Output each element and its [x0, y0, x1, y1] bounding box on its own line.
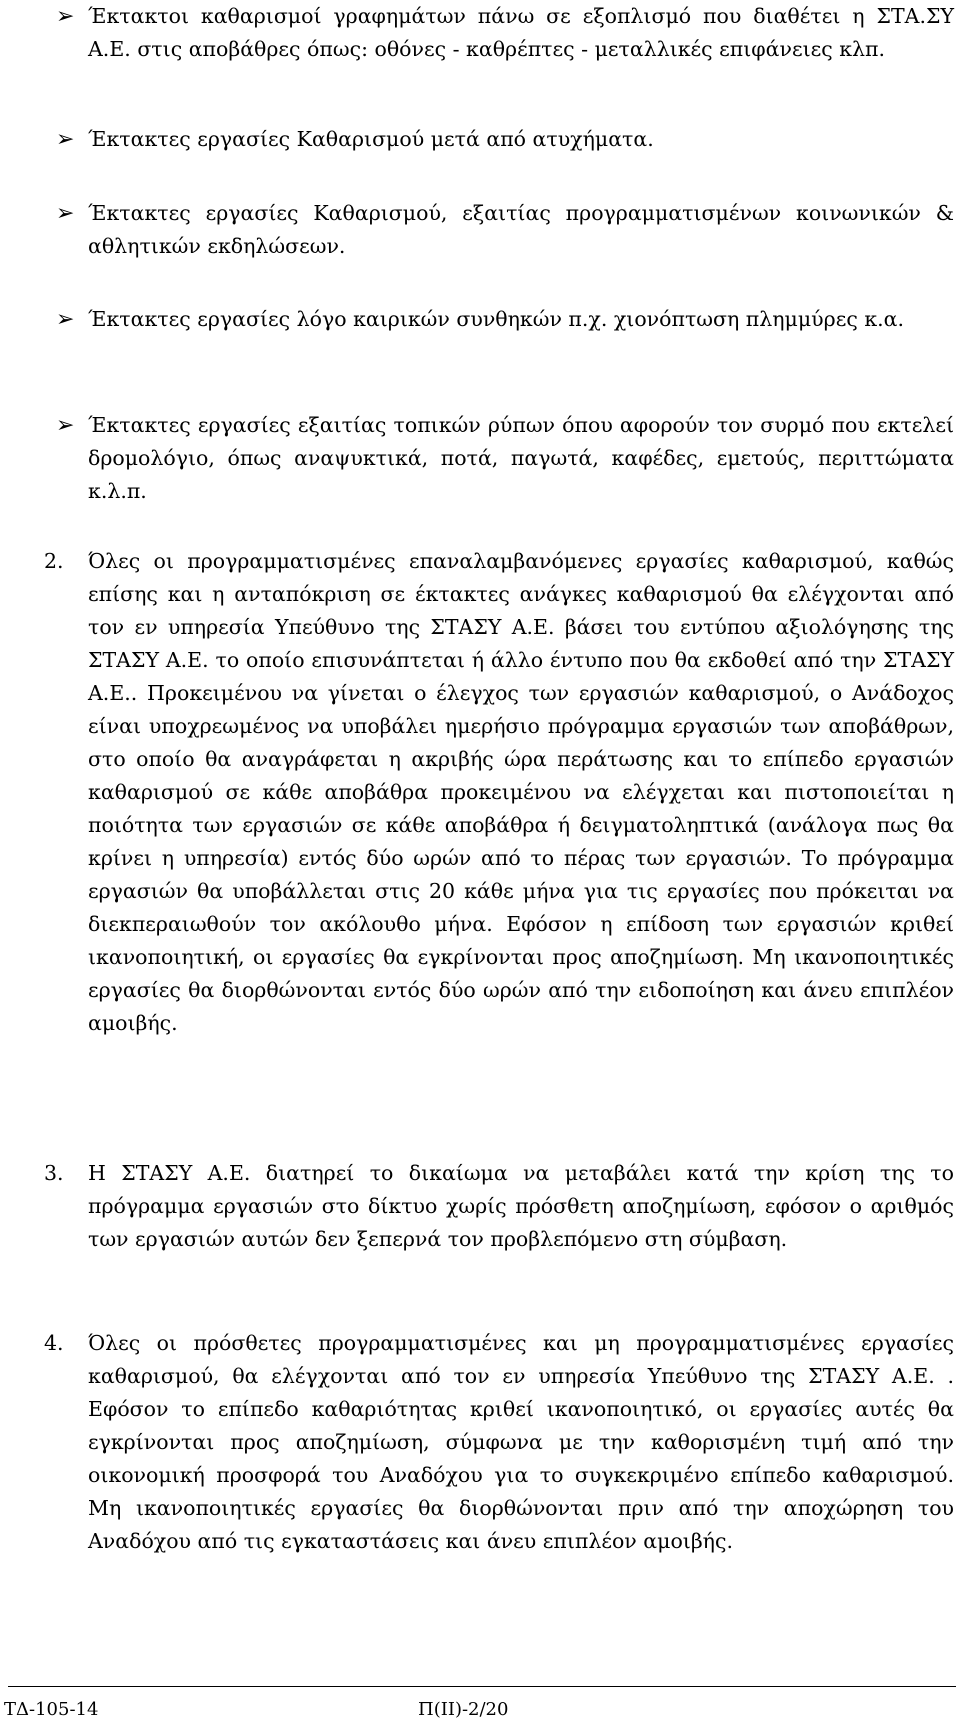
- footer-divider: [8, 1686, 956, 1687]
- bullet-text: Έκτακτες εργασίες Καθαρισμού μετά από ατυχήματα.: [88, 127, 654, 151]
- bullet-text: Έκτακτες εργασίες εξαιτίας τοπικών ρύπων όπου αφορούν τον συρμό που εκτελεί δρομολόγιο, όπως αναψυκτικά, ποτά, παγωτά, καφέδες, εμετούς, περιττώματα κ.λ.π.: [88, 413, 954, 503]
- arrow-bullet-icon: ➢: [56, 4, 75, 29]
- item-text: Όλες οι πρόσθετες προγραμματισμένες και μη προγραμματισμένες εργασίες καθαρισμού, θα ελέγχονται από τον εν υπηρεσία Υπεύθυνο της ΣΤΑΣΥ Α.Ε. . Εφόσον το επίπεδο καθαριότητας κριθεί ικανοποιητικό, οι εργασίες αυτές θα εγκρίνονται προς αποζημίωση, σύμφωνα με την καθορισμένη τιμή από την οικονομική προσφορά του Αναδόχου για το συγκεκριμένο επίπεδο καθαρισμού. Μη ικανοποιητικές εργασίες θα διορθώνονται πριν από την αποχώρηση του Αναδόχου από τις εγκαταστάσεις και άνευ επιπλέον αμοιβής.: [88, 1331, 954, 1553]
- item-text: Η ΣΤΑΣΥ Α.Ε. διατηρεί το δικαίωμα να μεταβάλει κατά την κρίση της το πρόγραμμα εργασιών στο δίκτυο χωρίς πρόσθετη αποζημίωση, εφόσον ο αριθμός των εργασιών αυτών δεν ξεπερνά τον προβλεπόμενο στη σύμβαση.: [88, 1161, 954, 1251]
- arrow-bullet-icon: ➢: [56, 127, 75, 152]
- item-text: Όλες οι προγραμματισμένες επαναλαμβανόμενες εργασίες καθαρισμού, καθώς επίσης και η ανταπόκριση σε έκτακτες ανάγκες καθαρισμού θα ελέγχονται από τον εν υπηρεσία Υπεύθυνο της ΣΤΑΣΥ Α.Ε. βάσει του εντύπου αξιολόγησης της ΣΤΑΣΥ Α.Ε. το οποίο επισυνάπτεται ή άλλο έντυπο που θα εκδοθεί από την ΣΤΑΣΥ Α.Ε.. Προκειμένου να γίνεται ο έλεγχος των εργασιών καθαρισμού, ο Ανάδοχος είναι υποχρεωμένος να υποβάλει ημερήσιο πρόγραμμα εργασιών των αποβάθρων, στο οποίο θα αναγράφεται η ακριβής ώρα περάτωσης και το επίπεδο εργασιών καθαρισμού σε κάθε αποβάθρα προκειμένου να ελέγχεται και πιστοποιείται η ποιότητα των εργασιών σε κάθε αποβάθρα ή δειγματοληπτικά (ανάλογα πως θα κρίνει η υπηρεσία) εντός δύο ωρών από το πέρας των εργασιών. Το πρόγραμμα εργασιών θα υποβάλλεται στις 20 κάθε μήνα για τις εργασίες που πρόκειται να διεκπεραιωθούν τον ακόλουθο μήνα. Εφόσον η επίδοση των εργασιών κριθεί ικανοποιητική, οι εργασίες θα εγκρίνονται προς αποζημίωση. Μη ικανοποιητικές εργασίες θα διορθώνονται εντός δύο ωρών από την ειδοποίηση και άνευ επιπλέον αμοιβής.: [88, 549, 954, 1035]
- bullet-text: Έκτακτες εργασίες λόγο καιρικών συνθηκών π.χ. χιονόπτωση πλημμύρες κ.α.: [88, 307, 905, 331]
- arrow-bullet-icon: ➢: [56, 413, 75, 438]
- item-number: 2.: [44, 549, 64, 573]
- bullet-text: Έκτακτοι καθαρισμοί γραφημάτων πάνω σε εξοπλισμό που διαθέτει η ΣΤΑ.ΣΥ Α.Ε. στις αποβάθρες όπως: οθόνες - καθρέπτες - μεταλλικές επιφάνειες κλπ.: [88, 4, 954, 61]
- page-number: Π(ΙΙ)-2/20: [418, 1699, 509, 1720]
- document-code: ΤΔ-105-14: [4, 1699, 99, 1720]
- item-number: 3.: [44, 1161, 64, 1185]
- item-number: 4.: [44, 1331, 64, 1355]
- arrow-bullet-icon: ➢: [56, 201, 75, 226]
- arrow-bullet-icon: ➢: [56, 307, 75, 332]
- bullet-text: Έκτακτες εργασίες Καθαρισμού, εξαιτίας προγραμματισμένων κοινωνικών & αθλητικών εκδηλώσεων.: [88, 201, 954, 258]
